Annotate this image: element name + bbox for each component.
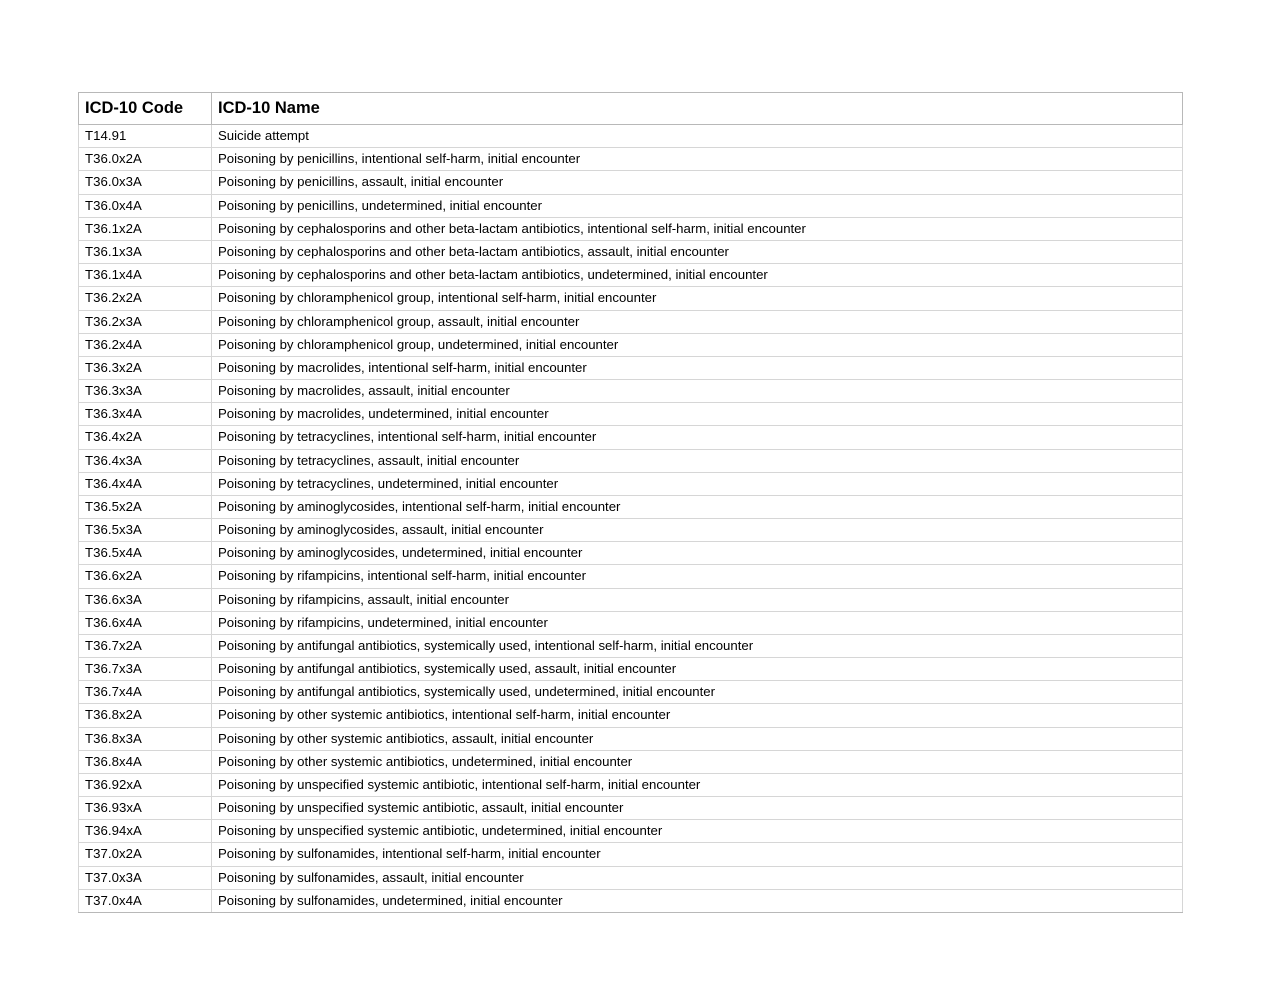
cell-icd-code: T36.5x4A (79, 542, 212, 565)
cell-icd-name: Poisoning by aminoglycosides, undetermined, initial encounter (212, 542, 1183, 565)
cell-icd-name: Poisoning by rifampicins, assault, initial encounter (212, 588, 1183, 611)
table-row (79, 356, 1183, 379)
cell-icd-code: T36.1x3A (79, 241, 212, 264)
cell-icd-name: Poisoning by aminoglycosides, intentional self-harm, initial encounter (212, 495, 1183, 518)
cell-icd-code: T36.3x2A (79, 356, 212, 379)
table-row (79, 750, 1183, 773)
table-row (79, 472, 1183, 495)
cell-icd-name: Poisoning by macrolides, intentional self-harm, initial encounter (212, 356, 1183, 379)
table-row (79, 866, 1183, 889)
table-row (79, 426, 1183, 449)
table-row (79, 681, 1183, 704)
column-header-icd-name: ICD-10 Name (212, 93, 1183, 125)
table-row (79, 773, 1183, 796)
cell-icd-name: Poisoning by penicillins, assault, initial encounter (212, 171, 1183, 194)
table-row (79, 797, 1183, 820)
cell-icd-code: T36.7x2A (79, 634, 212, 657)
cell-icd-name: Poisoning by tetracyclines, assault, initial encounter (212, 449, 1183, 472)
cell-icd-name: Poisoning by penicillins, undetermined, initial encounter (212, 194, 1183, 217)
cell-icd-name: Poisoning by chloramphenicol group, intentional self-harm, initial encounter (212, 287, 1183, 310)
table-row (79, 588, 1183, 611)
table-row (79, 727, 1183, 750)
cell-icd-code: T36.3x4A (79, 403, 212, 426)
cell-icd-code: T36.0x3A (79, 171, 212, 194)
column-header-icd-code: ICD-10 Code (79, 93, 212, 125)
cell-icd-code: T36.0x2A (79, 148, 212, 171)
cell-icd-code: T37.0x3A (79, 866, 212, 889)
cell-icd-code: T36.0x4A (79, 194, 212, 217)
cell-icd-name: Poisoning by chloramphenicol group, undetermined, initial encounter (212, 333, 1183, 356)
cell-icd-code: T14.91 (79, 125, 212, 148)
table-row (79, 611, 1183, 634)
cell-icd-code: T36.5x2A (79, 495, 212, 518)
cell-icd-name: Poisoning by macrolides, undetermined, initial encounter (212, 403, 1183, 426)
cell-icd-name: Poisoning by sulfonamides, undetermined, initial encounter (212, 889, 1183, 912)
table-row (79, 519, 1183, 542)
cell-icd-code: T36.94xA (79, 820, 212, 843)
cell-icd-code: T36.2x4A (79, 333, 212, 356)
cell-icd-code: T36.93xA (79, 797, 212, 820)
table-row (79, 449, 1183, 472)
cell-icd-name: Poisoning by unspecified systemic antibiotic, intentional self-harm, initial encounter (212, 773, 1183, 796)
table-row (79, 333, 1183, 356)
cell-icd-code: T36.8x2A (79, 704, 212, 727)
table-row (79, 403, 1183, 426)
cell-icd-code: T36.1x4A (79, 264, 212, 287)
table-row (79, 171, 1183, 194)
table-row (79, 217, 1183, 240)
cell-icd-name: Poisoning by other systemic antibiotics, intentional self-harm, initial encounter (212, 704, 1183, 727)
cell-icd-code: T36.6x2A (79, 565, 212, 588)
cell-icd-name: Poisoning by tetracyclines, intentional self-harm, initial encounter (212, 426, 1183, 449)
table-row (79, 704, 1183, 727)
cell-icd-code: T36.1x2A (79, 217, 212, 240)
table-row (79, 495, 1183, 518)
table-body (79, 125, 1183, 913)
cell-icd-name: Poisoning by macrolides, assault, initial encounter (212, 380, 1183, 403)
icd-code-table (78, 92, 1183, 913)
cell-icd-code: T36.5x3A (79, 519, 212, 542)
table-row (79, 125, 1183, 148)
table-row (79, 820, 1183, 843)
cell-icd-code: T36.7x3A (79, 658, 212, 681)
cell-icd-name: Poisoning by rifampicins, undetermined, initial encounter (212, 611, 1183, 634)
cell-icd-name: Poisoning by penicillins, intentional self-harm, initial encounter (212, 148, 1183, 171)
cell-icd-name: Poisoning by other systemic antibiotics, undetermined, initial encounter (212, 750, 1183, 773)
cell-icd-code: T36.2x3A (79, 310, 212, 333)
cell-icd-code: T36.4x4A (79, 472, 212, 495)
cell-icd-name: Poisoning by chloramphenicol group, assault, initial encounter (212, 310, 1183, 333)
cell-icd-code: T36.2x2A (79, 287, 212, 310)
cell-icd-code: T36.7x4A (79, 681, 212, 704)
icd-code-table-container (78, 92, 1182, 913)
table-header-row (79, 93, 1183, 125)
cell-icd-name: Poisoning by unspecified systemic antibiotic, assault, initial encounter (212, 797, 1183, 820)
table-row (79, 241, 1183, 264)
cell-icd-code: T37.0x2A (79, 843, 212, 866)
cell-icd-code: T36.6x4A (79, 611, 212, 634)
table-row (79, 658, 1183, 681)
cell-icd-name: Poisoning by sulfonamides, assault, initial encounter (212, 866, 1183, 889)
table-row (79, 634, 1183, 657)
table-row (79, 889, 1183, 912)
table-row (79, 310, 1183, 333)
cell-icd-name: Poisoning by cephalosporins and other beta-lactam antibiotics, undetermined, initial encounter (212, 264, 1183, 287)
cell-icd-name: Poisoning by rifampicins, intentional self-harm, initial encounter (212, 565, 1183, 588)
table-row (79, 287, 1183, 310)
cell-icd-name: Poisoning by antifungal antibiotics, systemically used, intentional self-harm, initial encounter (212, 634, 1183, 657)
table-row (79, 843, 1183, 866)
table-row (79, 194, 1183, 217)
table-row (79, 380, 1183, 403)
cell-icd-name: Poisoning by unspecified systemic antibiotic, undetermined, initial encounter (212, 820, 1183, 843)
table-row (79, 264, 1183, 287)
cell-icd-name: Poisoning by sulfonamides, intentional self-harm, initial encounter (212, 843, 1183, 866)
cell-icd-code: T36.8x4A (79, 750, 212, 773)
cell-icd-name: Suicide attempt (212, 125, 1183, 148)
cell-icd-code: T36.92xA (79, 773, 212, 796)
cell-icd-name: Poisoning by other systemic antibiotics, assault, initial encounter (212, 727, 1183, 750)
table-row (79, 565, 1183, 588)
cell-icd-code: T36.3x3A (79, 380, 212, 403)
cell-icd-code: T36.6x3A (79, 588, 212, 611)
cell-icd-name: Poisoning by cephalosporins and other beta-lactam antibiotics, intentional self-harm, initial encounter (212, 217, 1183, 240)
cell-icd-code: T36.4x3A (79, 449, 212, 472)
cell-icd-code: T37.0x4A (79, 889, 212, 912)
table-row (79, 542, 1183, 565)
table-header (79, 93, 1183, 125)
cell-icd-code: T36.8x3A (79, 727, 212, 750)
cell-icd-name: Poisoning by antifungal antibiotics, systemically used, undetermined, initial encounter (212, 681, 1183, 704)
cell-icd-code: T36.4x2A (79, 426, 212, 449)
cell-icd-name: Poisoning by cephalosporins and other beta-lactam antibiotics, assault, initial encounter (212, 241, 1183, 264)
cell-icd-name: Poisoning by tetracyclines, undetermined, initial encounter (212, 472, 1183, 495)
cell-icd-name: Poisoning by aminoglycosides, assault, initial encounter (212, 519, 1183, 542)
cell-icd-name: Poisoning by antifungal antibiotics, systemically used, assault, initial encounter (212, 658, 1183, 681)
table-row (79, 148, 1183, 171)
